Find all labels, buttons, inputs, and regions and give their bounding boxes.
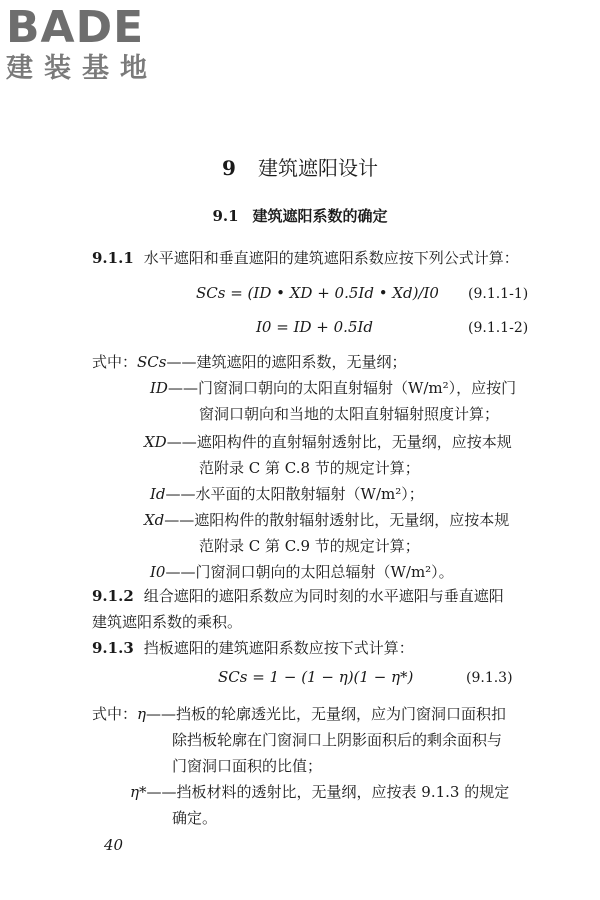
definition-continuation: 范附录 C 第 C.9 节的规定计算； [199,537,420,555]
symbol: Xd [144,511,165,529]
where-line: 式中：η——挡板的轮廓透光比，无量纲，应为门窗洞口面积扣 [92,705,507,723]
equation-formula: SCs = 1 − (1 − η)(1 − η*) [218,668,414,686]
clause-text: 水平遮阳和垂直遮阳的建筑遮阳系数应按下列公式计算： [143,249,519,267]
clause-9-1-3 [92,638,414,658]
definition-text: 门窗洞口朝向的太阳总辐射（W/m²）。 [195,563,454,581]
definition-continuation: 窗洞口朝向和当地的太阳直射辐射照度计算； [199,405,500,423]
clause-number: 9.1.3 [92,639,134,657]
equation-formula: I0 = ID + 0.5Id [256,318,374,336]
clause-9-1-1 [92,248,519,268]
symbol: η* [130,783,147,801]
chapter-number: 9 [222,156,236,180]
symbol: XD [144,433,167,451]
symbol: I0 [150,563,166,581]
logo-subtitle: 建装基地 [6,53,158,84]
clause-9-1-2 [92,586,504,606]
symbol: Id [150,485,166,503]
definition-item: Xd——遮阳构件的散射辐射透射比，无量纲，应按本规 [144,511,510,529]
chapter-heading [0,152,600,181]
section-heading [0,205,600,226]
brand-logo [6,2,176,84]
definition-text: 挡板材料的透射比，无量纲，应按表 9.1.3 的规定 [176,783,510,801]
equation-formula: SCs = (ID • XD + 0.5Id • Xd)/I0 [196,284,439,302]
equation-number: (9.1.3) [466,670,513,686]
symbol: ID [150,379,168,397]
definition-continuation: 门窗洞口面积的比值； [172,757,323,775]
symbol: SCs [137,353,167,371]
clause-text: 挡板遮阳的建筑遮阳系数应按下式计算： [143,639,414,657]
definition-item: Id——水平面的太阳散射辐射（W/m²）； [150,485,424,503]
equation-9-1-1-2 [256,318,373,336]
definition-continuation: 范附录 C 第 C.8 节的规定计算； [199,459,420,477]
where-line: 式中：SCs——建筑遮阳的遮阳系数，无量纲； [92,353,407,371]
definition-continuation: 除挡板轮廓在门窗洞口上阴影面积后的剩余面积与 [172,731,503,749]
equation-number: (9.1.1-1) [468,286,529,302]
chapter-title: 建筑遮阳设计 [257,156,378,180]
definition-item: I0——门窗洞口朝向的太阳总辐射（W/m²）。 [150,563,454,581]
logo-wordmark: BADE [6,2,145,53]
section-number: 9.1 [212,207,239,225]
definition-item: η*——挡板材料的透射比，无量纲，应按表 9.1.3 的规定 [130,783,510,801]
definition-text: 水平面的太阳散射辐射（W/m²）； [195,485,424,503]
equation-number: (9.1.1-2) [468,320,529,336]
clause-number: 9.1.2 [92,587,134,605]
definition-text: 遮阳构件的直射辐射透射比，无量纲，应按本规 [196,433,512,451]
definition-item: XD——遮阳构件的直射辐射透射比，无量纲，应按本规 [144,433,512,451]
definition-text: 挡板的轮廓透光比，无量纲，应为门窗洞口面积扣 [176,705,507,723]
definition-continuation: 确定。 [172,809,218,827]
definition-text: 遮阳构件的散射辐射透射比，无量纲，应按本规 [194,511,510,529]
clause-continuation: 建筑遮阳系数的乘积。 [92,613,243,631]
definition-item: ID——门窗洞口朝向的太阳直射辐射（W/m²），应按门 [150,379,517,397]
clause-number: 9.1.1 [92,249,134,267]
where-lead: 式中： [92,705,138,723]
equation-9-1-3 [218,668,413,686]
definition-text: 门窗洞口朝向的太阳直射辐射（W/m²），应按门 [197,379,517,397]
clause-text: 组合遮阳的遮阳系数应为同时刻的水平遮阳与垂直遮阳 [143,587,504,605]
symbol: η [137,705,147,723]
definition-text: 建筑遮阳的遮阳系数，无量纲； [196,353,407,371]
page-number: 40 [104,836,124,854]
where-lead: 式中： [92,353,138,371]
equation-9-1-1-1 [196,284,439,302]
section-title: 建筑遮阳系数的确定 [252,207,388,225]
